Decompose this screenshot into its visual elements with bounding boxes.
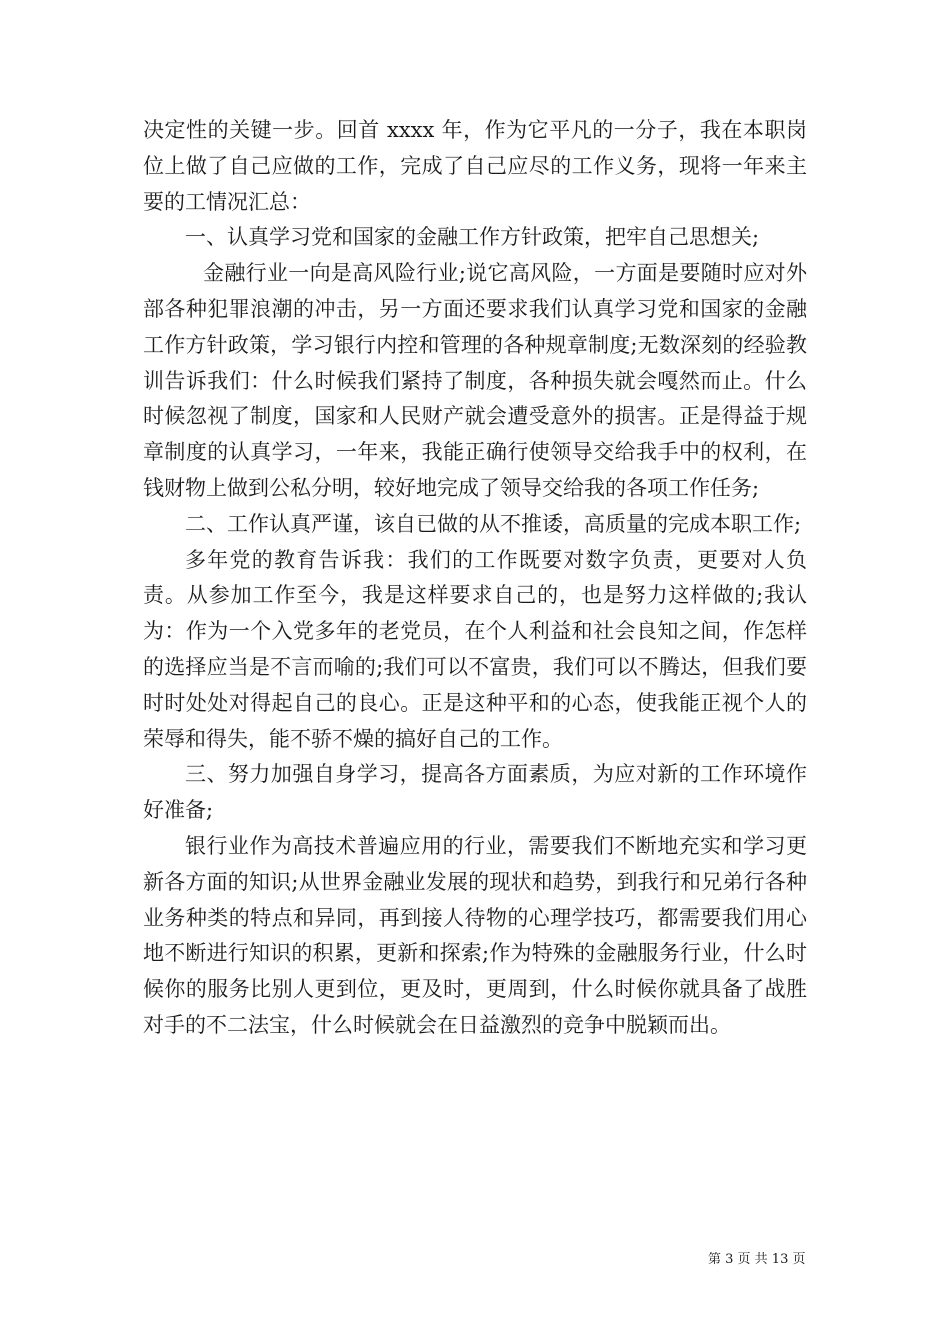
page-number: 第 3 页 共 13 页 — [708, 1252, 806, 1267]
section-heading-3: 三、努力加强自身学习，提高各方面素质，为应对新的工作环境作好准备; — [143, 762, 807, 823]
section-heading-1: 一、认真学习党和国家的金融工作方针政策，把牢自己思想关; — [185, 225, 760, 250]
section-heading-2: 二、工作认真严谨，该自已做的从不推诿，高质量的完成本职工作; — [185, 511, 802, 536]
section-body-1: 金融行业一向是高风险行业;说它高风险，一方面是要随时应对外部各种犯罪浪潮的冲击，另一方面还要求我们认真学习党和国家的金融工作方针政策，学习银行内控和管理的各种规章制度;无数深刻的经验教训告诉我们：什么时候我们紧持了制度，各种损失就会嘎然而止。什么时候忽视了制度，国家和人民财产就会遭受意外的损害。正是得益于规章制度的认真学习，一年来，我能正确行使领导交给我手中的权利，在钱财物上做到公私分明，较好地完成了领导交给我的各项工作任务; — [143, 261, 807, 500]
section-body-2: 多年党的教育告诉我：我们的工作既要对数字负责，更要对人负责。从参加工作至今，我是这样要求自己的，也是努力这样做的;我认为：作为一个入党多年的老党员，在个人利益和社会良知之间，作怎样的选择应当是不言而喻的;我们可以不富贵，我们可以不腾达，但我们要时时处处对得起自己的良心。正是这种平和的心态，使我能正视个人的荣辱和得失，能不骄不燥的搞好自己的工作。 — [143, 547, 807, 751]
intro-paragraph: 决定性的关键一步。回首 xxxx 年，作为它平凡的一分子，我在本职岗位上做了自己应做的工作，完成了自己应尽的工作义务，现将一年来主要的工情况汇总： — [143, 118, 807, 214]
section-body-3: 银行业作为高技术普遍应用的行业，需要我们不断地充实和学习更新各方面的知识;从世界金融业发展的现状和趋势，到我行和兄弟行各种业务种类的特点和异同，再到接人待物的心理学技巧，都需要我们用心地不断进行知识的积累，更新和探索;作为特殊的金融服务行业，什么时候你的服务比别人更到位，更及时，更周到，什么时候你就具备了战胜对手的不二法宝，什么时候就会在日益激烈的竞争中脱颖而出。 — [143, 833, 807, 1037]
document-body — [143, 113, 807, 1044]
